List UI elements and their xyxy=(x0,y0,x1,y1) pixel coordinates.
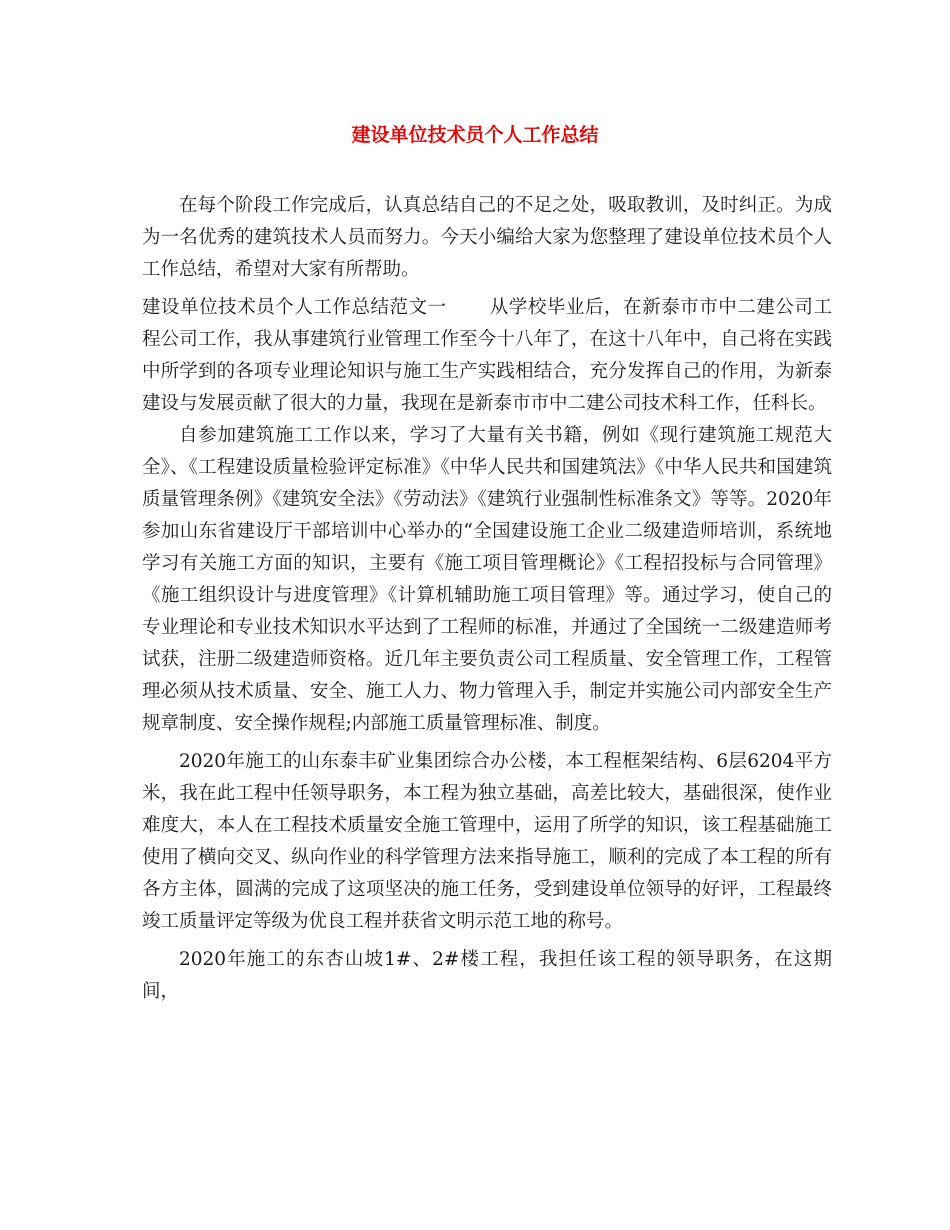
section-paragraph-text: 从学校毕业后，在新泰市市中二建公司工程公司工作，我从事建筑行业管理工作至今十八年了，在这十八年中，自己将在实践中所学到的各项专业理论知识与施工生产实践相结合，充分发挥自己的作用，为新泰建设与发展贡献了很大的力量，我现在是新泰市市中二建公司技术科工作，任科长。 xyxy=(142,297,832,414)
paragraph-2: 自参加建筑施工工作以来，学习了大量有关书籍，例如《现行建筑施工规范大全》、《工程建设质量检验评定标准》《中华人民共和国建筑法》《中华人民共和国建筑质量管理条例》《建筑安全法》《劳动法》《建筑行业强制性标准条文》等等。2020年参加山东省建设厅干部培训中心举办的“全国建设施工企业二级建造师培训，系统地学习有关施工方面的知识，主要有《施工项目管理概论》《工程招投标与合同管理》《施工组织设计与进度管理》《计算机辅助施工项目管理》等。通过学习，使自己的专业理论和专业技术知识水平达到了工程师的标准，并通过了全国统一二级建造师考试获，注册二级建造师资格。近几年主要负责公司工程质量、安全管理工作，工程管理必须从技术质量、安全、施工人力、物力管理入手，制定并实施公司内部安全生产规章制度、安全操作规程;内部施工质量管理标准、制度。 xyxy=(142,425,832,734)
paragraph-3: 2020年施工的山东泰丰矿业集团综合办公楼，本工程框架结构、6层6204平方米，我在此工程中任领导职务，本工程为独立基础，高差比较大，基础很深，使作业难度大，本人在工程技术质量安全施工管理中，运用了所学的知识，该工程基础施工使用了横向交叉、纵向作业的科学管理方法来指导施工，顺利的完成了本工程的所有各方主体，圆满的完成了这项坚决的施工任务，受到建设单位领导的好评，工程最终竣工质量评定等级为优良工程并获省文明示范工地的称号。 xyxy=(142,751,832,932)
paragraph-4: 2020年施工的东杏山坡1#、2#楼工程，我担任该工程的领导职务，在这期间， xyxy=(142,949,832,1002)
section-paragraph xyxy=(142,292,832,420)
intro-paragraph: 在每个阶段工作完成后，认真总结自己的不足之处，吸取教训，及时纠正。为成为一名优秀的建筑技术人员而努力。今天小编给大家为您整理了建设单位技术员个人工作总结，希望对大家有所帮助。 xyxy=(142,195,832,280)
document-title: 建设单位技术员个人工作总结 xyxy=(351,124,599,146)
document-body xyxy=(142,190,832,1014)
section-heading: 建设单位技术员个人工作总结范文一 xyxy=(142,297,447,318)
